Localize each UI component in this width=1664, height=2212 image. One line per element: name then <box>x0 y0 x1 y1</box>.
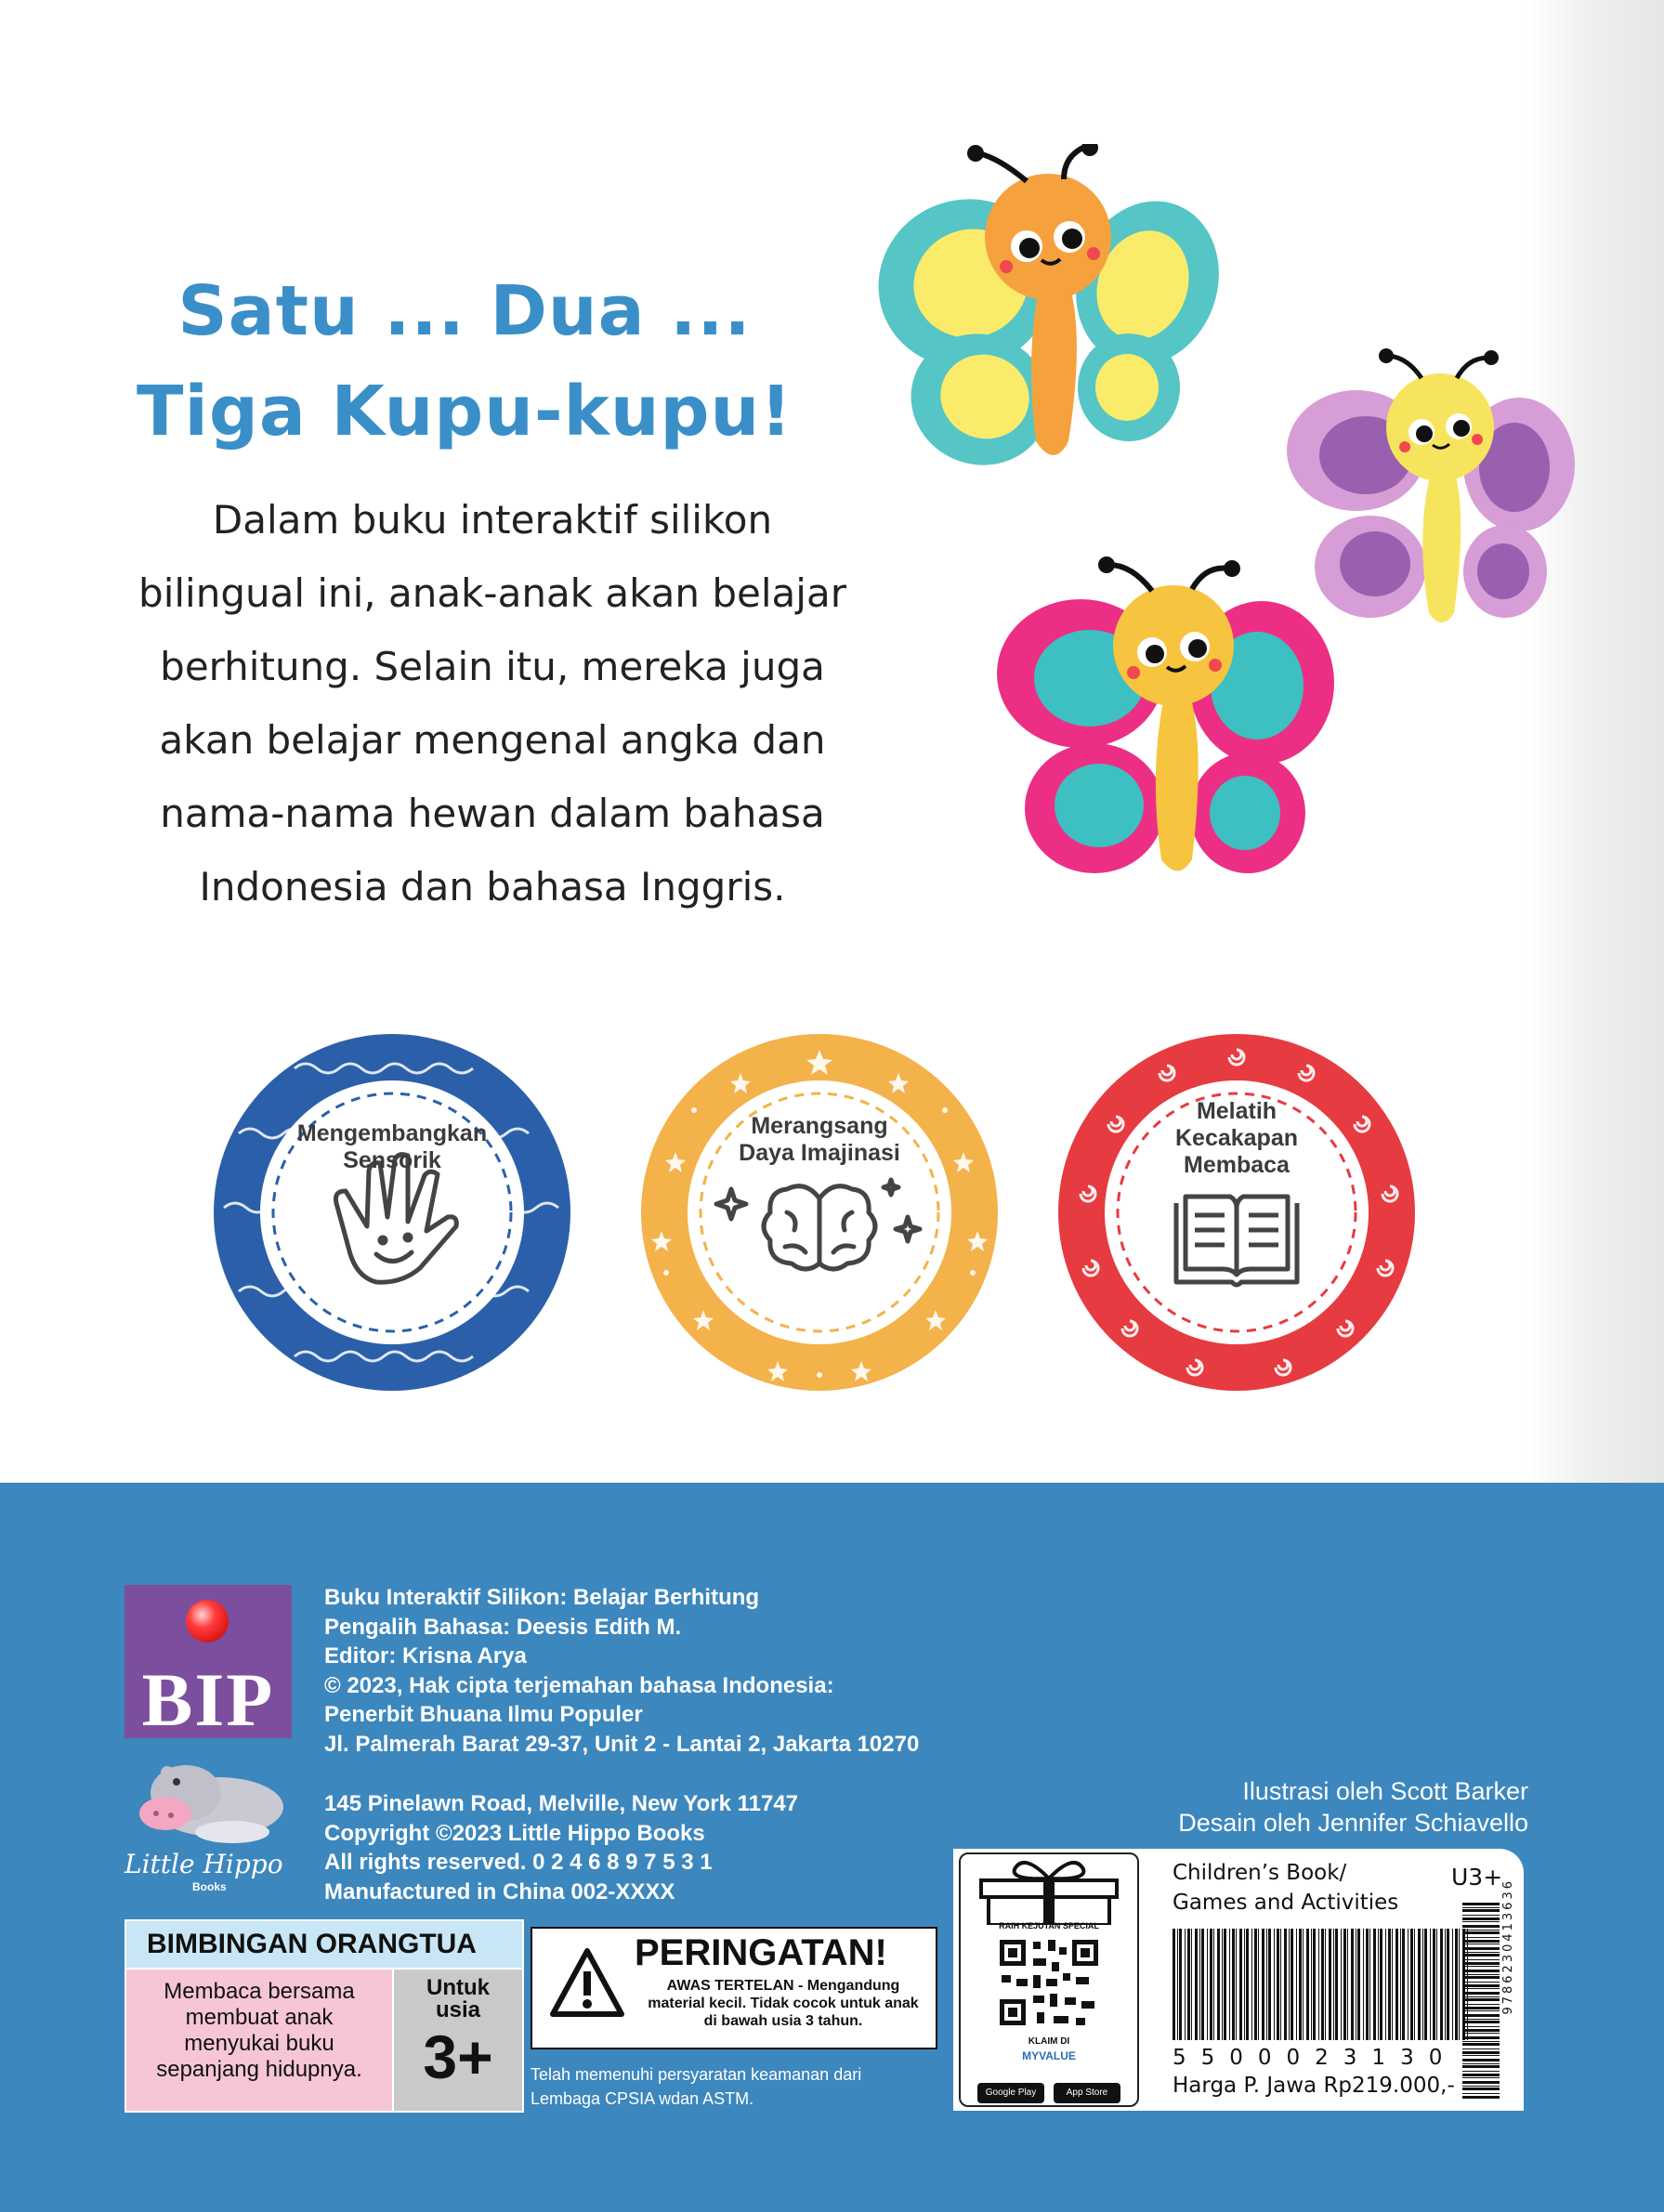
parent-guidance-box <box>124 1919 524 2113</box>
barcode-bar <box>1232 1929 1235 2040</box>
badge-label-line: Membaca <box>1184 1152 1290 1178</box>
barcode-bar <box>1177 1929 1178 2040</box>
barcode-bar <box>1266 1929 1267 2040</box>
safety-compliance-note <box>531 2062 861 2111</box>
promo-claim-text: KLAIM DI <box>1028 2036 1070 2047</box>
guidance-text-line: menyukai buku <box>184 2031 334 2056</box>
barcode-bar <box>1329 1929 1331 2040</box>
barcode-bar <box>1366 1929 1369 2040</box>
book-category-line2: Games and Activities <box>1173 1891 1399 1915</box>
age-recommendation <box>394 1970 522 2111</box>
barcode-bar <box>1291 1929 1293 2040</box>
parent-guidance-text <box>126 1970 392 2111</box>
choking-warning-box <box>531 1927 937 2049</box>
promo-brand: MYVALUE <box>1022 2049 1076 2062</box>
barcode-bar <box>1462 2048 1500 2049</box>
barcode-bar <box>1462 2086 1500 2087</box>
badge-label-line: Sensorik <box>343 1147 441 1173</box>
barcode-bar <box>1410 1929 1413 2040</box>
barcode-bar <box>1369 1929 1370 2040</box>
barcode-bar <box>1462 2096 1500 2099</box>
gift-icon <box>977 1860 1120 1925</box>
barcode-digits: 5500023130 <box>1173 2046 1458 2070</box>
barcode-bar <box>1187 1929 1190 2040</box>
little-hippo-sub: Books <box>192 1880 227 1893</box>
barcode-bar <box>1462 1974 1500 1975</box>
barcode-bar <box>1400 1929 1401 2040</box>
origin-info-line: 145 Pinelawn Road, Melville, New York 11747 <box>324 1791 799 1816</box>
barcode-bar <box>1277 1929 1279 2040</box>
barcode-bar <box>1462 2071 1500 2072</box>
barcode-bar <box>1440 1929 1443 2040</box>
google-play-badge[interactable]: Google Play <box>977 2083 1044 2103</box>
origin-info-line: All rights reserved. 0 2 4 6 8 9 7 5 3 1 <box>324 1850 713 1875</box>
barcode-bar <box>1380 1929 1382 2040</box>
description-line: Indonesia dan bahasa Inggris. <box>199 864 786 910</box>
barcode-bar <box>1462 2026 1500 2027</box>
barcode-bar <box>1462 1918 1500 1920</box>
bip-logo-text: BIP <box>141 1657 275 1742</box>
barcode-bar <box>1373 1929 1376 2040</box>
product-info-panel <box>953 1849 1524 2111</box>
barcode-bar <box>1341 1929 1342 2040</box>
barcode-bar <box>1462 2033 1500 2034</box>
badge-label-line: Merangsang <box>751 1113 888 1139</box>
butterfly-illustration-large <box>859 144 1250 488</box>
badge-imajinasi-label <box>708 1113 931 1167</box>
product-age-code: U3+ <box>1451 1864 1503 1891</box>
qr-code-image[interactable] <box>996 1936 1102 2029</box>
badge-label-line: Mengembangkan <box>296 1120 488 1146</box>
barcode-bar <box>1462 2093 1500 2094</box>
barcode-bar <box>1351 1929 1354 2040</box>
barcode-bar <box>1422 1929 1423 2040</box>
book-category-line1: Children’s Book/ <box>1173 1861 1347 1885</box>
barcode-bar <box>1318 1929 1319 2040</box>
barcode-bar <box>1347 1929 1348 2040</box>
book-title-line2: Tiga Kupu-kupu! <box>137 372 793 452</box>
barcode-bar <box>1462 1925 1500 1928</box>
barcode-bar <box>1274 1929 1275 2040</box>
barcode-bar <box>1299 1929 1302 2040</box>
barcode-bar <box>1333 1929 1334 2040</box>
barcode-bar <box>1254 1929 1257 2040</box>
barcode-bar <box>1462 2081 1500 2084</box>
publisher-info <box>324 1583 919 1759</box>
age-label-line2: usia <box>435 1997 481 2022</box>
origin-info <box>324 1789 798 1906</box>
barcode-bar <box>1462 2029 1500 2032</box>
illustrator-credit: Ilustrasi oleh Scott Barker <box>1242 1777 1528 1805</box>
badge-label-line: Kecakapan <box>1174 1125 1299 1151</box>
butterfly-illustration-pink <box>992 548 1364 910</box>
age-label-line1: Untuk <box>426 1975 490 2000</box>
barcode-bar <box>1173 1929 1175 2040</box>
barcode-bar <box>1462 2043 1500 2046</box>
description-line: Dalam buku interaktif silikon <box>212 497 773 543</box>
barcode-bar <box>1402 1929 1405 2040</box>
barcode-bar <box>1236 1929 1237 2040</box>
publisher-info-line: Buku Interaktif Silikon: Belajar Berhitung <box>324 1585 760 1610</box>
designer-credit: Desain oleh Jennifer Schiavello <box>1178 1809 1528 1837</box>
barcode-bar <box>1462 1907 1500 1908</box>
barcode-bar <box>1311 1929 1312 2040</box>
age-value: 3+ <box>423 2022 493 2091</box>
barcode-bar <box>1462 2010 1500 2011</box>
barcode-bar <box>1268 1929 1271 2040</box>
barcode-bar <box>1462 1921 1500 1922</box>
barcode-bar <box>1430 1929 1431 2040</box>
barcode-bar <box>1199 1929 1200 2040</box>
warning-triangle-icon <box>549 1945 625 2020</box>
app-store-badge[interactable]: App Store <box>1054 2083 1120 2103</box>
book-price: Harga P. Jawa Rp219.000,- <box>1173 2074 1455 2098</box>
barcode-bar <box>1462 2065 1500 2068</box>
barcode-bar <box>1462 2041 1500 2042</box>
barcode-bar <box>1462 1970 1500 1972</box>
barcode-bar <box>1462 2059 1500 2061</box>
barcode-bar <box>1424 1929 1427 2040</box>
publisher-info-line: Penerbit Bhuana Ilmu Populer <box>324 1702 643 1727</box>
barcode-bar <box>1363 1929 1364 2040</box>
barcode-bar <box>1217 1929 1220 2040</box>
barcode-bar <box>1462 1962 1500 1965</box>
barcode-bar <box>1284 1929 1287 2040</box>
badge-sensorik-label <box>281 1120 504 1174</box>
description-line: berhitung. Selain itu, mereka juga <box>160 644 825 689</box>
barcode-bar <box>1462 1982 1500 1983</box>
barcode-bar <box>1313 1929 1316 2040</box>
barcode-bar <box>1462 1976 1500 1979</box>
barcode-bar <box>1239 1929 1242 2040</box>
barcode-bar <box>1378 1929 1379 2040</box>
badge-imajinasi <box>638 1031 1001 1394</box>
warning-text-line: material kecil. Tidak cocok untuk anak <box>648 1996 919 2011</box>
safety-line: Telah memenuhi persyaratan keamanan dari <box>531 2065 862 2084</box>
barcode-bar <box>1213 1929 1214 2040</box>
barcode-bar <box>1436 1929 1437 2040</box>
barcode-bar <box>1191 1929 1192 2040</box>
description-line: nama-nama hewan dalam bahasa <box>160 791 825 836</box>
guidance-text-line: membuat anak <box>185 2005 334 2030</box>
barcode-bar <box>1224 1929 1226 2040</box>
barcode-bar <box>1462 2007 1500 2009</box>
warning-text-line: AWAS TERTELAN - Mengandung <box>666 1978 900 1994</box>
book-category <box>1173 1858 1398 1918</box>
barcode-bar <box>1388 1929 1391 2040</box>
barcode-bar <box>1462 1903 1500 1905</box>
barcode-bar <box>1335 1929 1338 2040</box>
barcode-bar <box>1462 1954 1500 1957</box>
origin-info-line: Copyright ©2023 Little Hippo Books <box>324 1820 705 1846</box>
description-line: bilingual ini, anak-anak akan belajar <box>138 570 846 616</box>
barcode-bar <box>1280 1929 1281 2040</box>
barcode-bar <box>1207 1929 1208 2040</box>
barcode-bar <box>1343 1929 1346 2040</box>
barcode-bar <box>1462 2021 1500 2023</box>
barcode-bar <box>1385 1929 1386 2040</box>
barcode-bar <box>1459 1929 1460 2040</box>
barcode-bar <box>1185 1929 1186 2040</box>
badge-membaca-label <box>1125 1098 1348 1179</box>
parent-guidance-heading: BIMBINGAN ORANGTUA <box>126 1921 522 1968</box>
barcode-bar <box>1357 1929 1360 2040</box>
barcode-bar <box>1462 1937 1500 1938</box>
barcode-bar <box>1462 1998 1500 2001</box>
publisher-info-line: Editor: Krisna Arya <box>324 1643 527 1669</box>
barcode-bar <box>1462 2014 1500 2017</box>
warning-text <box>635 1977 932 2030</box>
barcode-bar <box>1418 1929 1421 2040</box>
barcode-bar <box>1433 1929 1435 2040</box>
warning-text-line: di bawah usia 3 tahun. <box>703 2013 863 2029</box>
barcode-bar <box>1462 1909 1500 1912</box>
barcode-bar <box>1408 1929 1409 2040</box>
barcode-bar <box>1258 1929 1259 2040</box>
barcode-bar <box>1462 2088 1500 2090</box>
publisher-info-line: © 2023, Hak cipta terjemahan bahasa Indonesia: <box>324 1672 834 1698</box>
publisher-info-line: Jl. Palmerah Barat 29-37, Unit 2 - Lantai 2, Jakarta 10270 <box>324 1731 920 1757</box>
little-hippo-name: Little Hippo <box>124 1849 283 1879</box>
bip-publisher-logo <box>124 1585 292 1742</box>
barcode-bar <box>1462 1931 1500 1934</box>
barcode-bar <box>1455 1929 1458 2040</box>
bip-logo-ball <box>186 1600 229 1643</box>
badge-sensorik <box>211 1031 573 1394</box>
barcode-bar <box>1414 1929 1415 2040</box>
barcode-bar <box>1251 1929 1252 2040</box>
barcode-bar <box>1452 1929 1453 2040</box>
isbn-barcode <box>1462 1903 1500 2101</box>
barcode-bar <box>1195 1929 1198 2040</box>
barcode-bar <box>1296 1929 1297 2040</box>
book-title-line1: Satu ... Dua ... <box>177 271 752 351</box>
guidance-text-line: Membaca bersama <box>164 1979 355 2004</box>
barcode-bar <box>1462 1952 1500 1953</box>
barcode-bar <box>1462 1940 1500 1943</box>
barcode-bar <box>1462 2051 1500 2054</box>
publisher-info-line: Pengalih Bahasa: Deesis Edith M. <box>324 1614 682 1640</box>
safety-line: Lembaga CPSIA wdan ASTM. <box>531 2089 754 2108</box>
barcode-bar <box>1210 1929 1212 2040</box>
barcode-bar <box>1306 1929 1309 2040</box>
book-description <box>102 483 883 923</box>
price-barcode <box>1173 1929 1470 2040</box>
badge-label-line: Daya Imajinasi <box>739 1140 900 1166</box>
barcode-bar <box>1462 2077 1500 2078</box>
promo-qr-box <box>959 1852 1139 2107</box>
barcode-bar <box>1462 2004 1500 2005</box>
barcode-bar <box>1462 2055 1500 2056</box>
barcode-bar <box>1244 1929 1245 2040</box>
barcode-bar <box>1462 1996 1500 1997</box>
barcode-bar <box>1447 1929 1449 2040</box>
warning-title: PERINGATAN! <box>635 1932 887 1973</box>
barcode-bar <box>1462 1959 1500 1960</box>
guidance-text-line: sepanjang hidupnya. <box>156 2057 362 2082</box>
barcode-bar <box>1462 1915 1500 1916</box>
barcode-bar <box>1229 1929 1230 2040</box>
badge-membaca <box>1055 1031 1418 1394</box>
barcode-bar <box>1462 1930 1500 1931</box>
barcode-bar <box>1222 1929 1223 2040</box>
barcode-bar <box>1392 1929 1393 2040</box>
barcode-bar <box>1179 1929 1182 2040</box>
barcode-bar <box>1462 1984 1500 1987</box>
barcode-bar <box>1321 1929 1324 2040</box>
barcode-bar <box>1303 1929 1304 2040</box>
barcode-bar <box>1289 1929 1290 2040</box>
barcode-bar <box>1462 2036 1500 2039</box>
barcode-bar <box>1462 1992 1500 1995</box>
origin-info-line: Manufactured in China 002-XXXX <box>324 1878 675 1904</box>
barcode-bar <box>1246 1929 1249 2040</box>
barcode-bar <box>1201 1929 1204 2040</box>
barcode-bar <box>1462 2074 1500 2076</box>
barcode-bar <box>1395 1929 1398 2040</box>
description-line: akan belajar mengenal angka dan <box>159 717 826 763</box>
barcode-bar <box>1462 1966 1500 1967</box>
barcode-bar <box>1262 1929 1264 2040</box>
barcode-bar <box>1462 1988 1500 1989</box>
barcode-bar <box>1325 1929 1326 2040</box>
isbn-digits: 9786230413636 <box>1501 1878 1515 2015</box>
barcode-bar <box>1462 2019 1500 2020</box>
barcode-bar <box>1445 1929 1446 2040</box>
promo-top-text: RAIH KEJUTAN SPECIAL <box>999 1921 1099 1931</box>
barcode-bar <box>1462 1947 1500 1950</box>
badge-label-line: Melatih <box>1196 1098 1277 1124</box>
little-hippo-logo <box>130 1756 293 1849</box>
barcode-bar <box>1462 2063 1500 2064</box>
